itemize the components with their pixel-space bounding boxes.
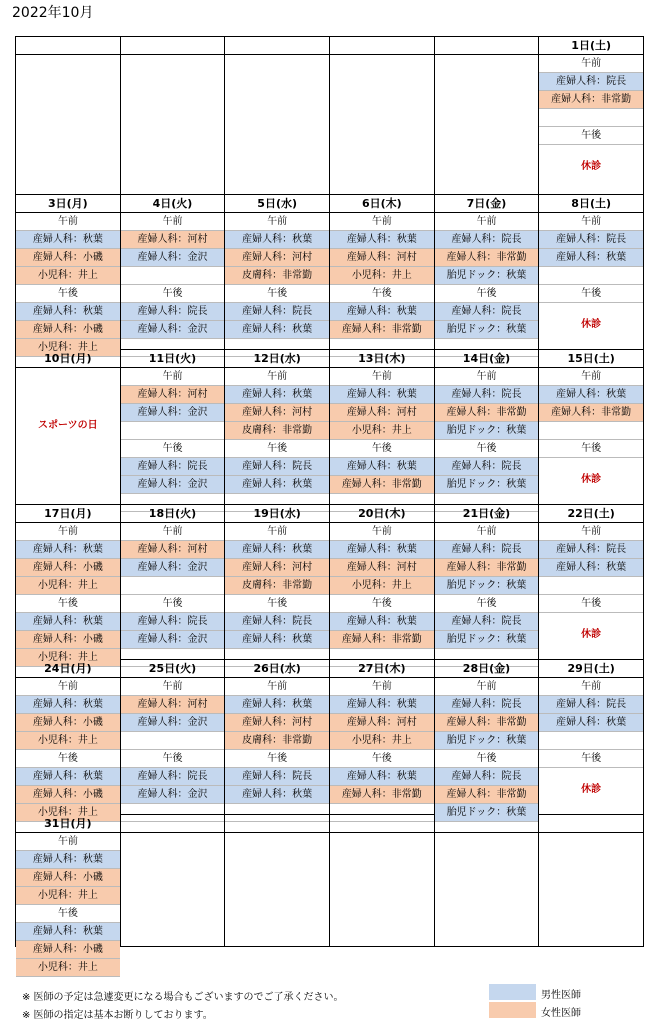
pm-label: 午後	[121, 440, 225, 458]
schedule-entry	[539, 422, 643, 440]
schedule-entry: 皮膚科：非常勤	[225, 267, 329, 285]
day-date: 12日(水)	[225, 350, 329, 368]
schedule-entry: 産婦人科：河村	[225, 714, 329, 732]
schedule-entry: 産婦人科：金沢	[121, 404, 225, 422]
pm-label: 午後	[16, 595, 120, 613]
schedule-entry: 産婦人科：秋葉	[330, 696, 434, 714]
day-cell	[539, 350, 644, 505]
am-label: 午前	[539, 213, 643, 231]
day-cell	[225, 660, 330, 815]
schedule-entry: 産婦人科：院長	[435, 303, 539, 321]
day-date: 27日(木)	[330, 660, 434, 678]
day-date	[330, 37, 434, 55]
day-date: 11日(火)	[121, 350, 225, 368]
day-cell	[121, 350, 226, 505]
schedule-entry	[539, 109, 643, 127]
schedule-entry: 産婦人科：非常勤	[435, 559, 539, 577]
schedule-entry: 産婦人科：院長	[435, 458, 539, 476]
holiday-label: スポーツの日	[38, 420, 98, 431]
schedule-entry: 産婦人科：秋葉	[16, 768, 120, 786]
schedule-entry: 産婦人科：金沢	[121, 476, 225, 494]
day-cell	[16, 350, 121, 505]
schedule-entry: 産婦人科：小磯	[16, 631, 120, 649]
schedule-entry: 胎児ドック：秋葉	[435, 422, 539, 440]
schedule-entry: 胎児ドック：秋葉	[435, 804, 539, 822]
schedule-entry: 産婦人科：河村	[330, 249, 434, 267]
schedule-entry: 胎児ドック：秋葉	[435, 267, 539, 285]
schedule-entry: 産婦人科：河村	[330, 559, 434, 577]
closed-label: 休診	[581, 629, 602, 640]
schedule-entry: 皮膚科：非常勤	[225, 577, 329, 595]
schedule-entry: 産婦人科：院長	[121, 768, 225, 786]
day-cell	[435, 660, 540, 818]
day-date: 20日(木)	[330, 505, 434, 523]
day-date	[121, 815, 225, 833]
schedule-entry	[539, 577, 643, 595]
schedule-entry: 小児科：井上	[16, 804, 120, 822]
day-cell	[330, 350, 435, 505]
schedule-entry	[121, 422, 225, 440]
schedule-entry: 産婦人科：非常勤	[330, 631, 434, 649]
schedule-entry	[121, 732, 225, 750]
schedule-entry: 産婦人科：河村	[121, 541, 225, 559]
schedule-entry: 小児科：井上	[16, 339, 120, 357]
day-date: 25日(火)	[121, 660, 225, 678]
day-date	[435, 37, 539, 55]
schedule-entry: 産婦人科：非常勤	[330, 321, 434, 339]
empty-cell	[16, 37, 121, 195]
schedule-entry: 産婦人科：秋葉	[330, 303, 434, 321]
am-label: 午前	[121, 523, 225, 541]
schedule-entry: 産婦人科：院長	[435, 768, 539, 786]
day-date: 6日(木)	[330, 195, 434, 213]
am-label: 午前	[539, 55, 643, 73]
closed-label: 休診	[581, 161, 602, 172]
schedule-entry: 産婦人科：小磯	[16, 249, 120, 267]
schedule-entry: 産婦人科：秋葉	[16, 923, 120, 941]
am-label: 午前	[330, 678, 434, 696]
day-date: 3日(月)	[16, 195, 120, 213]
closed-label: 休診	[581, 784, 602, 795]
schedule-entry: 産婦人科：秋葉	[539, 559, 643, 577]
schedule-entry: 産婦人科：秋葉	[539, 714, 643, 732]
empty-cell	[330, 37, 435, 195]
day-cell	[330, 660, 435, 815]
schedule-entry: 産婦人科：秋葉	[225, 786, 329, 804]
pm-label: 午後	[16, 750, 120, 768]
schedule-entry: 産婦人科：非常勤	[539, 404, 643, 422]
am-label: 午前	[435, 368, 539, 386]
schedule-entry	[539, 732, 643, 750]
schedule-entry: 産婦人科：院長	[121, 613, 225, 631]
schedule-entry: 産婦人科：非常勤	[435, 249, 539, 267]
schedule-entry: 小児科：井上	[16, 732, 120, 750]
schedule-entry: 産婦人科：院長	[121, 303, 225, 321]
pm-label: 午後	[16, 285, 120, 303]
schedule-entry: 産婦人科：院長	[539, 73, 643, 91]
am-label: 午前	[330, 523, 434, 541]
schedule-entry: 皮膚科：非常勤	[225, 732, 329, 750]
closed-label: 休診	[581, 319, 602, 330]
am-label: 午前	[539, 368, 643, 386]
schedule-entry: 産婦人科：秋葉	[16, 541, 120, 559]
pm-label: 午後	[121, 285, 225, 303]
schedule-entry: 産婦人科：秋葉	[225, 386, 329, 404]
schedule-entry: 産婦人科：河村	[330, 404, 434, 422]
day-cell	[435, 505, 540, 660]
schedule-entry: 産婦人科：院長	[225, 613, 329, 631]
schedule-entry: 産婦人科：秋葉	[16, 851, 120, 869]
day-cell	[539, 195, 644, 350]
day-cell	[16, 815, 121, 973]
pm-label: 午後	[16, 905, 120, 923]
schedule-entry: 産婦人科：金沢	[121, 786, 225, 804]
schedule-entry: 産婦人科：院長	[539, 696, 643, 714]
schedule-entry: 産婦人科：秋葉	[330, 386, 434, 404]
day-cell	[16, 660, 121, 818]
schedule-entry: 産婦人科：院長	[435, 541, 539, 559]
schedule-entry: 小児科：井上	[330, 267, 434, 285]
pm-label: 午後	[435, 285, 539, 303]
schedule-entry: 胎児ドック：秋葉	[435, 476, 539, 494]
schedule-entry: 産婦人科：小磯	[16, 559, 120, 577]
schedule-entry: 産婦人科：河村	[225, 249, 329, 267]
schedule-entry: 産婦人科：院長	[539, 541, 643, 559]
schedule-entry: 小児科：井上	[330, 422, 434, 440]
schedule-entry: 産婦人科：金沢	[121, 321, 225, 339]
pm-label: 午後	[539, 750, 643, 768]
am-label: 午前	[330, 213, 434, 231]
am-label: 午前	[330, 368, 434, 386]
empty-cell	[435, 37, 540, 195]
schedule-entry: 産婦人科：非常勤	[435, 714, 539, 732]
pm-label: 午後	[225, 440, 329, 458]
day-cell	[435, 350, 540, 505]
day-cell	[225, 350, 330, 505]
calendar-grid	[15, 36, 644, 973]
day-date: 10日(月)	[16, 350, 120, 368]
am-label: 午前	[16, 523, 120, 541]
schedule-entry: 産婦人科：院長	[225, 768, 329, 786]
day-cell	[330, 505, 435, 660]
day-date: 19日(水)	[225, 505, 329, 523]
schedule-entry: 産婦人科：秋葉	[225, 541, 329, 559]
day-date: 26日(水)	[225, 660, 329, 678]
schedule-entry	[121, 577, 225, 595]
day-date	[435, 815, 539, 833]
schedule-entry: 産婦人科：秋葉	[16, 303, 120, 321]
schedule-entry: 産婦人科：秋葉	[225, 321, 329, 339]
day-cell	[16, 195, 121, 353]
schedule-entry: 産婦人科：院長	[225, 303, 329, 321]
day-cell	[225, 195, 330, 350]
schedule-entry: 産婦人科：河村	[121, 231, 225, 249]
schedule-entry: 小児科：井上	[16, 959, 120, 977]
empty-cell	[435, 815, 540, 947]
day-date: 13日(木)	[330, 350, 434, 368]
day-date	[225, 815, 329, 833]
pm-label: 午後	[225, 595, 329, 613]
day-date	[330, 815, 434, 833]
page-title: 2022年10月	[12, 5, 94, 21]
schedule-entry: 産婦人科：秋葉	[330, 231, 434, 249]
day-cell	[435, 195, 540, 350]
day-date: 1日(土)	[539, 37, 643, 55]
pm-label: 午後	[539, 440, 643, 458]
day-cell	[539, 505, 644, 660]
day-cell	[330, 195, 435, 350]
schedule-entry: 産婦人科：河村	[121, 386, 225, 404]
day-date: 5日(水)	[225, 195, 329, 213]
empty-cell	[225, 37, 330, 195]
schedule-entry: 産婦人科：秋葉	[225, 476, 329, 494]
schedule-entry: 産婦人科：河村	[121, 696, 225, 714]
pm-label: 午後	[121, 750, 225, 768]
pm-label: 午後	[539, 285, 643, 303]
am-label: 午前	[16, 678, 120, 696]
day-date	[225, 37, 329, 55]
pm-label: 午後	[539, 127, 643, 145]
schedule-entry: 産婦人科：秋葉	[330, 541, 434, 559]
schedule-entry: 産婦人科：秋葉	[225, 231, 329, 249]
pm-label: 午後	[435, 750, 539, 768]
empty-cell	[121, 815, 226, 947]
am-label: 午前	[121, 368, 225, 386]
pm-label: 午後	[225, 285, 329, 303]
am-label: 午前	[225, 213, 329, 231]
day-date: 28日(金)	[435, 660, 539, 678]
legend-male-label: 男性医師	[541, 990, 581, 1001]
schedule-entry: 産婦人科：河村	[225, 404, 329, 422]
schedule-entry: 産婦人科：小磯	[16, 714, 120, 732]
day-date: 7日(金)	[435, 195, 539, 213]
am-label: 午前	[539, 678, 643, 696]
note-1: ※ 医師の予定は急遽変更になる場合もございますのでご了承ください。	[22, 992, 344, 1003]
closed-label: 休診	[581, 474, 602, 485]
day-date	[121, 37, 225, 55]
day-cell	[16, 505, 121, 663]
pm-label: 午後	[330, 285, 434, 303]
day-cell	[121, 660, 226, 815]
schedule-entry: 産婦人科：院長	[435, 231, 539, 249]
schedule-entry: 産婦人科：小磯	[16, 786, 120, 804]
schedule-entry: 胎児ドック：秋葉	[435, 732, 539, 750]
schedule-entry: 産婦人科：非常勤	[330, 476, 434, 494]
legend-female-swatch	[489, 1002, 536, 1018]
am-label: 午前	[225, 523, 329, 541]
pm-label: 午後	[121, 595, 225, 613]
schedule-entry: 産婦人科：秋葉	[225, 696, 329, 714]
schedule-entry: 小児科：井上	[16, 887, 120, 905]
schedule-entry: 産婦人科：秋葉	[539, 386, 643, 404]
empty-cell	[539, 815, 644, 947]
am-label: 午前	[435, 213, 539, 231]
schedule-entry: 産婦人科：秋葉	[225, 631, 329, 649]
empty-cell	[330, 815, 435, 947]
note-2: ※ 医師の指定は基本お断りしております。	[22, 1010, 213, 1021]
day-cell	[121, 195, 226, 350]
pm-label: 午後	[435, 440, 539, 458]
day-cell	[539, 660, 644, 815]
schedule-entry: 小児科：井上	[16, 649, 120, 667]
schedule-entry: 産婦人科：河村	[330, 714, 434, 732]
schedule-entry: 小児科：井上	[16, 577, 120, 595]
am-label: 午前	[539, 523, 643, 541]
pm-label: 午後	[330, 595, 434, 613]
day-date: 18日(火)	[121, 505, 225, 523]
day-date: 29日(土)	[539, 660, 643, 678]
schedule-entry: 産婦人科：金沢	[121, 559, 225, 577]
schedule-entry: 小児科：井上	[330, 577, 434, 595]
am-label: 午前	[435, 678, 539, 696]
schedule-entry: 産婦人科：小磯	[16, 321, 120, 339]
schedule-entry: 産婦人科：秋葉	[16, 613, 120, 631]
schedule-entry: 産婦人科：秋葉	[539, 249, 643, 267]
day-cell	[225, 505, 330, 660]
am-label: 午前	[225, 368, 329, 386]
day-date	[539, 815, 643, 833]
schedule-entry: 産婦人科：院長	[539, 231, 643, 249]
am-label: 午前	[16, 833, 120, 851]
schedule-entry: 小児科：井上	[16, 267, 120, 285]
day-date: 24日(月)	[16, 660, 120, 678]
day-date: 15日(土)	[539, 350, 643, 368]
pm-label: 午後	[435, 595, 539, 613]
am-label: 午前	[435, 523, 539, 541]
schedule-entry: 産婦人科：小磯	[16, 869, 120, 887]
schedule-entry: 産婦人科：秋葉	[16, 696, 120, 714]
schedule-entry	[121, 267, 225, 285]
schedule-entry	[539, 267, 643, 285]
day-date	[16, 37, 120, 55]
schedule-entry: 産婦人科：河村	[225, 559, 329, 577]
day-date: 31日(月)	[16, 815, 120, 833]
pm-label: 午後	[225, 750, 329, 768]
schedule-entry: 産婦人科：金沢	[121, 714, 225, 732]
schedule-entry: 小児科：井上	[330, 732, 434, 750]
legend-female-label: 女性医師	[541, 1008, 581, 1019]
schedule-entry: 産婦人科：非常勤	[330, 786, 434, 804]
am-label: 午前	[16, 213, 120, 231]
schedule-entry: 産婦人科：秋葉	[330, 458, 434, 476]
schedule-entry: 産婦人科：院長	[435, 613, 539, 631]
pm-label: 午後	[539, 595, 643, 613]
day-date: 17日(月)	[16, 505, 120, 523]
schedule-entry: 産婦人科：院長	[121, 458, 225, 476]
schedule-entry: 産婦人科：院長	[435, 386, 539, 404]
am-label: 午前	[121, 213, 225, 231]
am-label: 午前	[121, 678, 225, 696]
schedule-entry: 産婦人科：金沢	[121, 249, 225, 267]
schedule-entry: 産婦人科：秋葉	[16, 231, 120, 249]
schedule-entry: 産婦人科：秋葉	[330, 768, 434, 786]
schedule-entry: 産婦人科：非常勤	[435, 786, 539, 804]
day-date: 22日(土)	[539, 505, 643, 523]
day-date: 8日(土)	[539, 195, 643, 213]
schedule-entry: 産婦人科：非常勤	[435, 404, 539, 422]
day-date: 14日(金)	[435, 350, 539, 368]
legend-male-swatch	[489, 984, 536, 1000]
schedule-entry: 産婦人科：金沢	[121, 631, 225, 649]
empty-cell	[225, 815, 330, 947]
am-label: 午前	[225, 678, 329, 696]
pm-label: 午後	[330, 750, 434, 768]
empty-cell	[121, 37, 226, 195]
schedule-entry: 産婦人科：小磯	[16, 941, 120, 959]
schedule-entry: 産婦人科：院長	[435, 696, 539, 714]
day-date: 21日(金)	[435, 505, 539, 523]
schedule-entry: 産婦人科：秋葉	[330, 613, 434, 631]
schedule-entry: 胎児ドック：秋葉	[435, 321, 539, 339]
day-cell	[121, 505, 226, 660]
schedule-entry: 胎児ドック：秋葉	[435, 631, 539, 649]
schedule-entry: 産婦人科：院長	[225, 458, 329, 476]
day-cell	[539, 37, 644, 195]
schedule-entry: 産婦人科：非常勤	[539, 91, 643, 109]
pm-label: 午後	[330, 440, 434, 458]
schedule-entry: 皮膚科：非常勤	[225, 422, 329, 440]
day-date: 4日(火)	[121, 195, 225, 213]
schedule-entry: 胎児ドック：秋葉	[435, 577, 539, 595]
